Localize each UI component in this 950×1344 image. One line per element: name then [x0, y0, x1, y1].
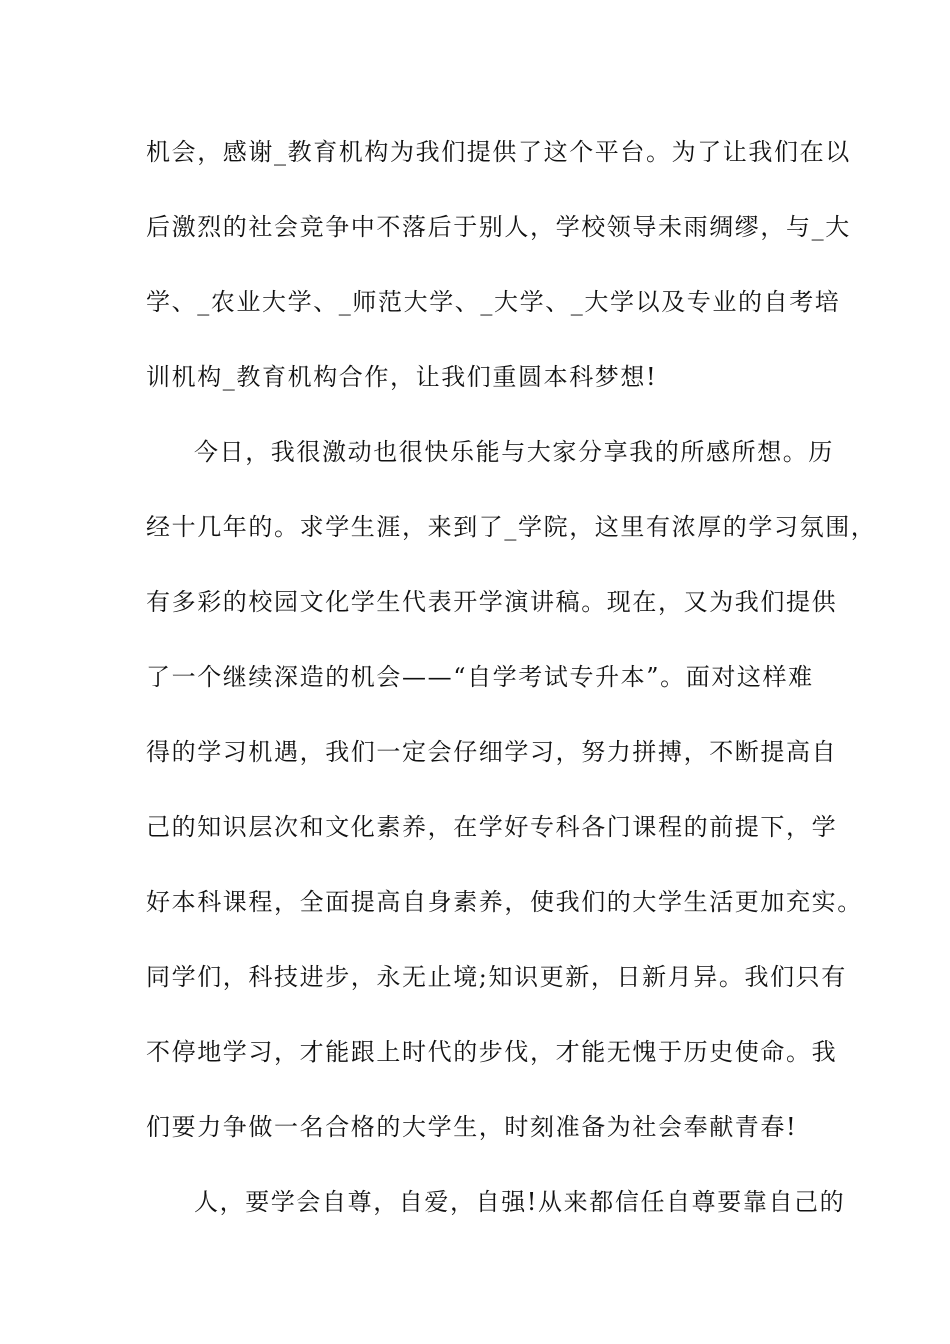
text-line: 机会，感谢_教育机构为我们提供了这个平台。为了让我们在以 [146, 138, 851, 166]
text-line: 训机构_教育机构合作，让我们重圆本科梦想! [146, 363, 658, 391]
text-line: 同学们，科技进步，永无止境;知识更新，日新月异。我们只有 [146, 963, 847, 991]
text-line: 后激烈的社会竞争中不落后于别人，学校领导未雨绸缪，与_大 [146, 213, 851, 241]
paragraph-first-line: 人，要学会自尊，自爱，自强!从来都信任自尊要靠自己的 [194, 1188, 846, 1216]
text-line: 经十几年的。求学生涯，来到了_学院，这里有浓厚的学习氛围， [146, 513, 877, 541]
text-line: 己的知识层次和文化素养，在学好专科各门课程的前提下，学 [146, 813, 838, 841]
text-line: 了一个继续深造的机会——“自学考试专升本”。面对这样难 [146, 663, 814, 691]
text-line: 得的学习机遇，我们一定会仔细学习，努力拼搏，不断提高自 [146, 738, 838, 766]
text-line: 有多彩的校园文化学生代表开学演讲稿。现在，又为我们提供 [146, 588, 838, 616]
text-line: 不停地学习，才能跟上时代的步伐，才能无愧于历史使命。我 [146, 1038, 838, 1066]
text-line: 学、_农业大学、_师范大学、_大学、_大学以及专业的自考培 [146, 288, 841, 316]
text-line: 们要力争做一名合格的大学生，时刻准备为社会奉献青春! [146, 1113, 798, 1141]
paragraph-first-line: 今日，我很激动也很快乐能与大家分享我的所感所想。历 [194, 438, 834, 466]
text-line: 好本科课程，全面提高自身素养，使我们的大学生活更加充实。 [146, 888, 863, 916]
